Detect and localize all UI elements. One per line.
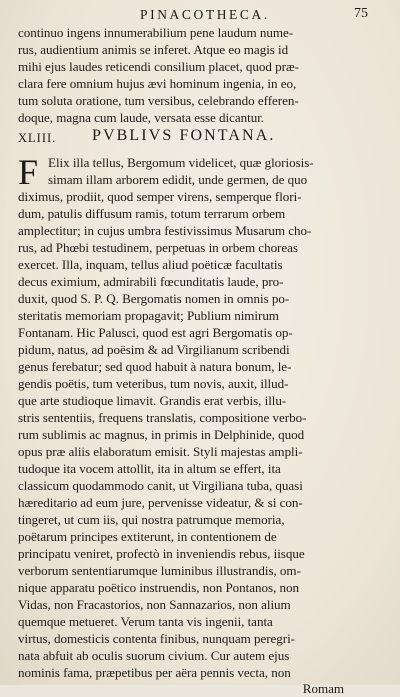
text-line: amplectitur; in cujus umbra festivissimus Musarum cho- <box>18 223 312 238</box>
text-line: poëtarum principes extiterunt, in contentionem de <box>18 529 277 544</box>
text-line: genus ferebatur; sed quod habuit à natura bonum, le- <box>18 359 292 374</box>
text-line: tudoque ita vocem attollit, ita in altum se effert, ita <box>18 461 281 476</box>
text-line: pidum, natus, ad poësim & ad Virgilianum scribendi <box>18 342 290 357</box>
running-head <box>0 7 400 27</box>
text-line: steritatis memoriam propagavit; Publium nimirum <box>18 308 279 323</box>
section-heading <box>0 127 400 149</box>
running-title: PINACOTHECA. <box>140 7 270 22</box>
text-line: Elix illa tellus, Bergomum videlicet, quæ gloriosis- <box>48 155 314 170</box>
text-line: rum sublimis ac magnus, in primis in Delphinide, quod <box>18 427 305 442</box>
text-line: stris sententiis, frequens translatis, compositione verbo- <box>18 410 307 425</box>
text-line: que arte studioque limavit. Grandis erat verbis, illu- <box>18 393 287 408</box>
text-line: tum soluta oratione, tum versibus, celebrando efferen- <box>18 93 299 108</box>
text-line: rus, audientium animis se inferet. Atque eo magis id <box>18 42 289 57</box>
text-line: dum, patulis diffusum ramis, totum terrarum orbem <box>18 206 286 221</box>
section-title: PVBLIVS FONTANA. <box>92 127 276 144</box>
text-line: Fontanam. Hic Palusci, quod est agri Bergomatis op- <box>18 325 293 340</box>
text-line: hæreditario ad eum jure, pervenisse videatur, & si con- <box>18 495 303 510</box>
text-line: principatu veniret, profectò in inveniendis rebus, iisque <box>18 546 305 561</box>
text-line: nominis fama, præpetibus per aëra pennis vecta, non <box>18 665 291 680</box>
text-line: exercet. Illa, inquam, tellus aliud poëticæ facultatis <box>18 257 283 272</box>
text-line: duxit, quod S. P. Q. Bergomatis nomen in omnis po- <box>18 291 290 306</box>
text-line: mihi ejus laudes reticendi consilium placet, quod præ- <box>18 59 299 74</box>
text-line: nata abfuit ab oculis suorum civium. Cur autem ejus <box>18 648 290 663</box>
text-line: clara fere omnium hujus ævi hominum ingenia, in eo, <box>18 76 297 91</box>
text-line: opus præ aliis elaboratum emisit. Styli majestas ampli- <box>18 444 303 459</box>
text-line: nique apparatu poëtico instruendis, non Pontanos, non <box>18 580 300 595</box>
text-line: classicum quodammodo canit, ut Virgiliana tuba, quasi <box>18 478 303 493</box>
section-number: XLIII. <box>18 131 57 145</box>
text-line: quemque metueret. Verum tanta vis ingenii, tanta <box>18 614 273 629</box>
text-line: decus eximium, admirabili fœcunditatis laude, pro- <box>18 274 284 289</box>
text-line: gendis poëtis, tum veteribus, tum novis, auxit, illud- <box>18 376 289 391</box>
text-line: Vidas, non Fracastorios, non Sannazarios, non alium <box>18 597 291 612</box>
text-line: simam illam arborem edidit, unde germen, de quo <box>48 172 308 187</box>
page-number: 75 <box>354 6 368 21</box>
text-line: virtus, domesticis contenta finibus, nunquam peregri- <box>18 631 295 646</box>
text-line: doque, magna cum laude, versata esse dicantur. <box>18 110 265 125</box>
drop-cap: F <box>18 152 39 192</box>
text-line: tingeret, ut cum iis, qui nostra patrumque memoria, <box>18 512 285 527</box>
text-line: rus, ad Phœbi testudinem, perpetuas in orbem choreas <box>18 240 298 255</box>
text-line: continuo ingens innumerabilium pene laudum nume- <box>18 25 294 40</box>
text-line: diximus, prodiit, quod semper virens, semperque flori- <box>18 189 302 204</box>
catchword: Romam <box>302 681 344 696</box>
text-line: verborum sententiarumque luminibus illustrandis, om- <box>18 563 301 578</box>
